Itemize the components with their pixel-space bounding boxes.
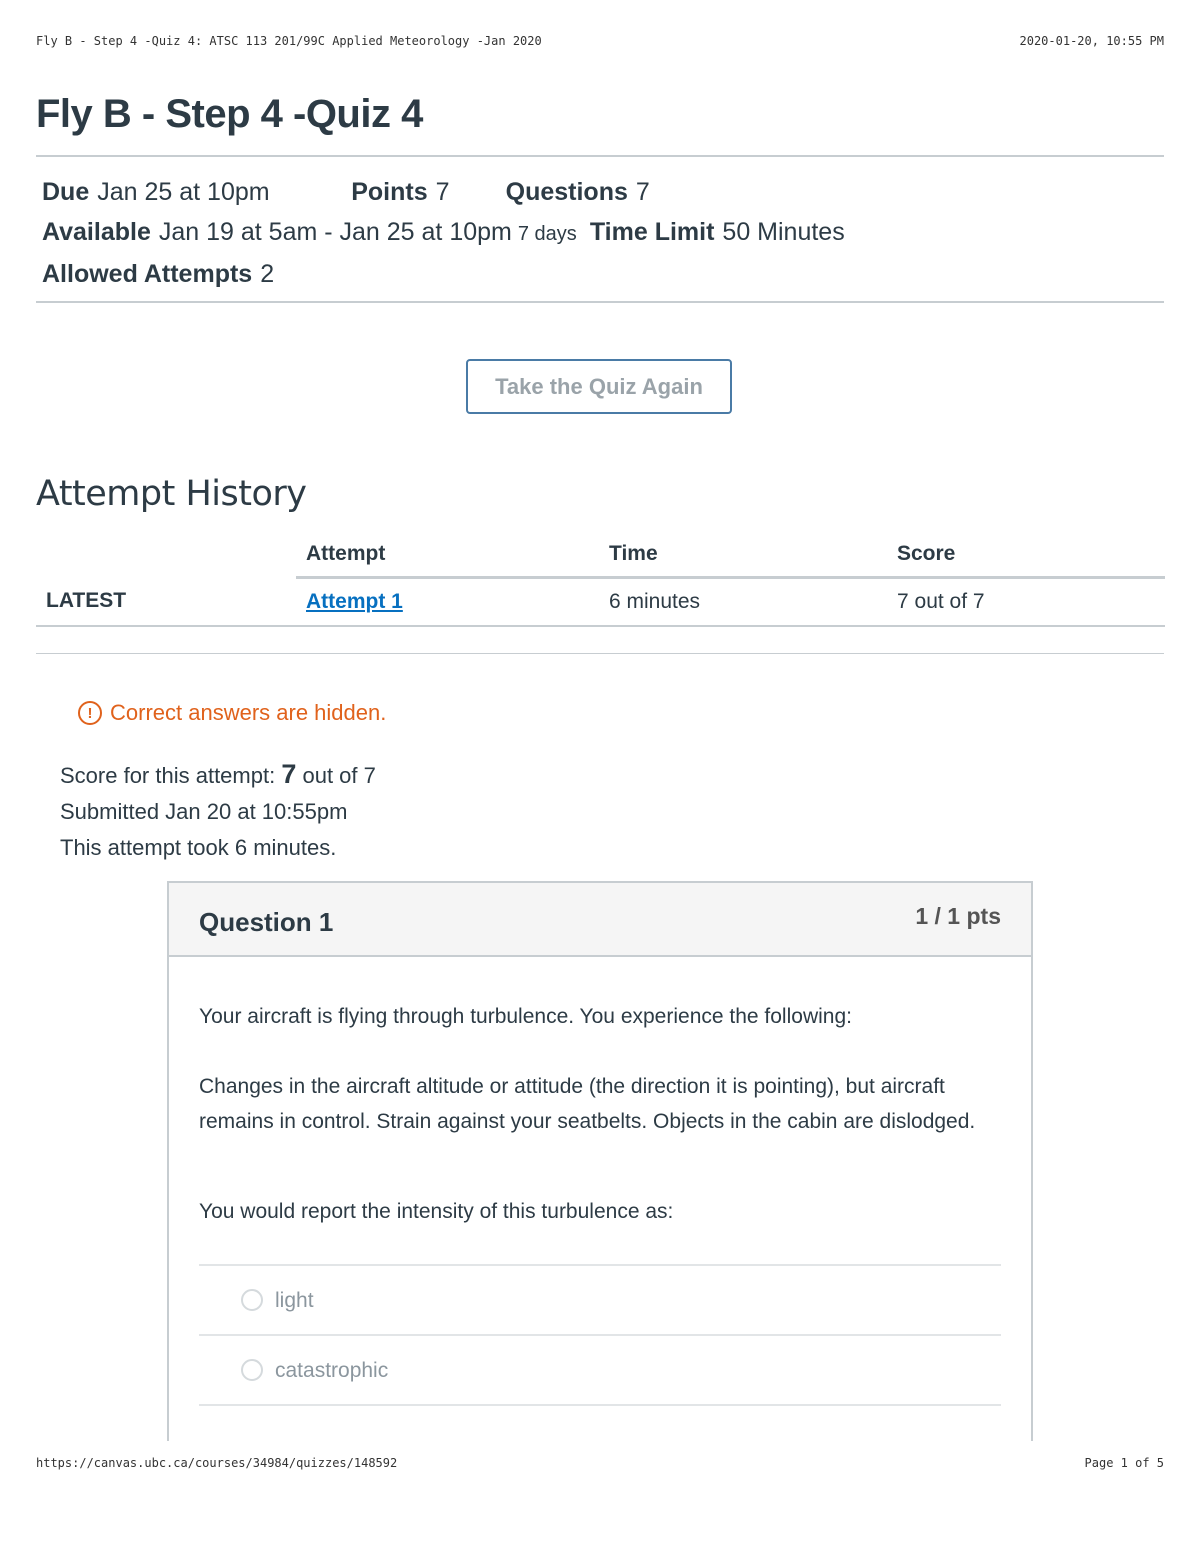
page-title: Fly B - Step 4 -Quiz 4 (36, 92, 423, 136)
quiz-details-row-2 (42, 212, 845, 254)
points-value: 7 (435, 178, 450, 206)
history-divider (36, 653, 1164, 654)
duration-line: This attempt took 6 minutes. (60, 835, 337, 860)
time-limit-value: 50 Minutes (722, 218, 845, 246)
radio-button-icon[interactable] (241, 1289, 263, 1311)
notice-text: Correct answers are hidden. (110, 700, 387, 725)
allowed-attempts-label: Allowed Attempts (42, 260, 253, 288)
answer-option[interactable] (199, 1264, 1001, 1334)
warning-icon: ! (78, 701, 102, 725)
question-header (169, 883, 1031, 957)
attempt-score: 7 out of 7 (887, 578, 1165, 627)
score-value: 7 (281, 759, 297, 789)
print-header (36, 34, 1164, 48)
available-days: 7 days (517, 223, 577, 245)
radio-button-icon[interactable] (241, 1359, 263, 1381)
answer-list (199, 1264, 1001, 1406)
quiz-details-row-3 (42, 254, 845, 294)
print-footer-page: Page 1 of 5 (1084, 1456, 1164, 1470)
question-text-description: Changes in the aircraft altitude or attitude (the direction it is pointing), but aircraft remains in control. Strain against your seatbelts. Objects in the cabin are dislodged. (199, 1075, 976, 1133)
time-limit-label: Time Limit (589, 218, 715, 246)
question-points: 1 / 1 pts (915, 903, 1001, 929)
question-title: Question 1 (199, 907, 334, 937)
column-header-time: Time (599, 532, 887, 578)
title-divider (36, 155, 1164, 157)
points-label: Points (351, 178, 428, 206)
attempt-tag: LATEST (36, 578, 296, 627)
attempt-history-header-row (36, 532, 1165, 578)
attempt-cell (296, 578, 599, 627)
due-label: Due (42, 178, 90, 206)
column-header-attempt: Attempt (296, 532, 599, 578)
quiz-details (42, 172, 845, 294)
score-prefix: Score for this attempt: (60, 763, 276, 788)
attempt-history-table (36, 532, 1165, 627)
attempt-time: 6 minutes (599, 578, 887, 627)
question-card (167, 881, 1033, 1441)
print-header-datetime: 2020-01-20, 10:55 PM (1019, 34, 1164, 48)
column-header-tag (36, 532, 296, 578)
attempt-link[interactable]: Attempt 1 (306, 590, 403, 613)
print-header-title: Fly B - Step 4 -Quiz 4: ATSC 113 201/99C Applied Meteorology -Jan 2020 (36, 34, 542, 48)
attempt-score-line (60, 756, 376, 794)
answer-label: light (275, 1288, 314, 1312)
details-divider (36, 301, 1164, 303)
take-quiz-again-button[interactable]: Take the Quiz Again (466, 359, 732, 414)
print-footer-url: https://canvas.ubc.ca/courses/34984/quizzes/148592 (36, 1456, 398, 1470)
answer-label: catastrophic (275, 1358, 389, 1382)
submitted-line: Submitted Jan 20 at 10:55pm (60, 799, 348, 824)
table-row (36, 578, 1165, 627)
answer-option[interactable] (199, 1334, 1001, 1406)
attempt-history-title: Attempt History (36, 474, 307, 514)
available-label: Available (42, 218, 151, 246)
allowed-attempts-value: 2 (260, 260, 275, 288)
question-text-intro: Your aircraft is flying through turbulence. You experience the following: (199, 1005, 852, 1028)
column-header-score: Score (887, 532, 1165, 578)
score-suffix: out of 7 (302, 763, 376, 788)
quiz-details-row-1 (42, 172, 845, 212)
questions-label: Questions (505, 178, 628, 206)
available-value: Jan 19 at 5am - Jan 25 at 10pm (158, 218, 512, 246)
correct-answers-hidden-notice (78, 700, 386, 726)
due-value: Jan 25 at 10pm (97, 178, 270, 206)
question-text-prompt: You would report the intensity of this turbulence as: (199, 1200, 674, 1223)
questions-value: 7 (635, 178, 650, 206)
print-footer (36, 1456, 1164, 1470)
attempt-summary (60, 756, 376, 866)
